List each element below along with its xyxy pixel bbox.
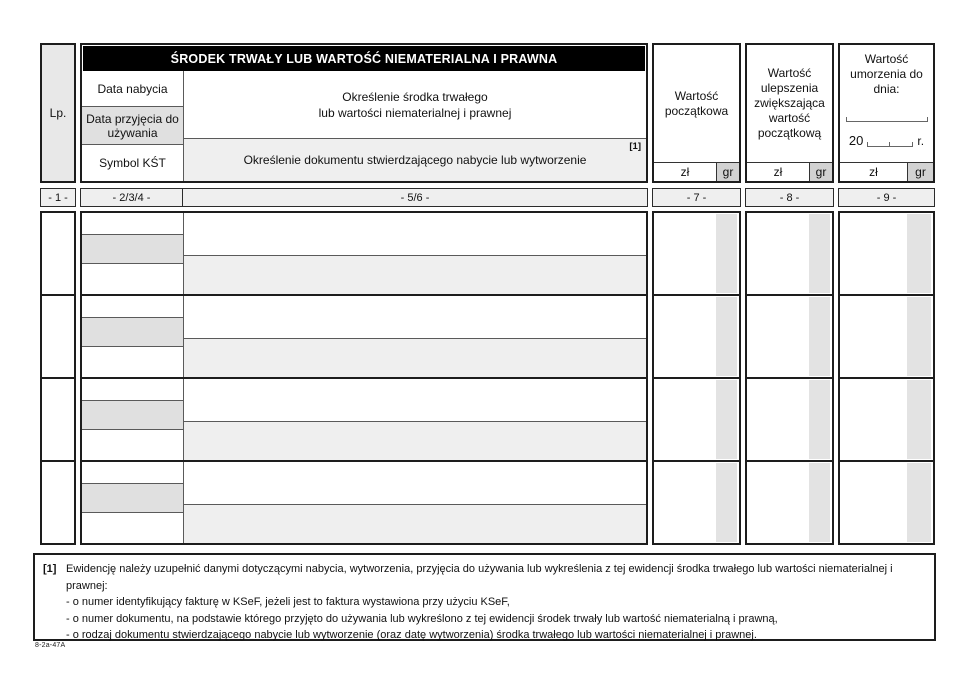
depreciation-date-write-line[interactable] — [846, 117, 928, 122]
initial-value-body-column — [652, 211, 741, 545]
gr-label: gr — [908, 163, 933, 181]
depreciation-value-body-column — [838, 211, 935, 545]
okreslenie-dokumentu-cell[interactable] — [184, 256, 646, 294]
data-nabycia-cell[interactable] — [82, 213, 183, 235]
data-przyjecia-cell[interactable] — [82, 484, 183, 513]
wartosc-ulepszenia-cell[interactable] — [747, 460, 832, 543]
asset-description-line1: Określenie środka trwałego — [342, 89, 488, 104]
gr-subcolumn — [907, 380, 931, 459]
data-nabycia-cell[interactable] — [82, 296, 183, 318]
improvement-value-label: Wartość ulepszenia zwiększająca wartość początkową — [754, 66, 825, 140]
footnote-text — [66, 561, 924, 641]
gr-label: gr — [810, 163, 832, 181]
year-suffix: r. — [917, 134, 925, 148]
footnote-box — [33, 553, 936, 641]
lp-input-cell[interactable] — [42, 213, 74, 294]
data-nabycia-cell[interactable] — [82, 379, 183, 401]
col-number-main — [80, 188, 648, 207]
wartosc-ulepszenia-cell[interactable] — [747, 377, 832, 460]
okreslenie-dokumentu-cell[interactable] — [184, 422, 646, 460]
col-number-7: - 7 - — [652, 188, 741, 207]
improvement-value-body-column — [745, 211, 834, 545]
wartosc-poczatkowa-cell[interactable] — [654, 377, 739, 460]
initial-value-currency-row — [654, 162, 739, 181]
zl-label: zł — [747, 163, 810, 181]
lp-body-column — [40, 211, 76, 545]
asset-row-group — [82, 460, 646, 543]
gr-subcolumn — [716, 297, 737, 376]
gr-subcolumn — [907, 463, 931, 542]
gr-label: gr — [717, 163, 739, 181]
depreciation-value-header — [838, 43, 935, 183]
lp-input-cell[interactable] — [42, 377, 74, 460]
gr-subcolumn — [907, 214, 931, 293]
wartosc-ulepszenia-cell[interactable] — [747, 294, 832, 377]
depreciation-year-row — [849, 134, 924, 147]
zl-label: zł — [654, 163, 717, 181]
year-write-line[interactable] — [867, 142, 913, 147]
gr-subcolumn — [809, 297, 830, 376]
footnote-item: - o rodzaj dokumentu stwierdzającego nabycie lub wytworzenie (oraz datę wytworzenia) środka trwałego lub wartości niematerialnej i prawnej. — [66, 629, 757, 641]
wartosc-poczatkowa-cell[interactable] — [654, 213, 739, 294]
main-body-column — [80, 211, 648, 545]
depreciation-value-label: Wartość umorzenia do dnia: — [850, 52, 923, 96]
okreslenie-srodka-cell[interactable] — [184, 379, 646, 422]
asset-row-group — [82, 294, 646, 377]
initial-value-header — [652, 43, 741, 183]
okreslenie-srodka-cell[interactable] — [184, 296, 646, 339]
gr-subcolumn — [809, 463, 830, 542]
col-number-2-3-4: - 2/3/4 - — [81, 189, 183, 206]
okreslenie-dokumentu-cell[interactable] — [184, 505, 646, 543]
col-number-8: - 8 - — [745, 188, 834, 207]
col-number-9: - 9 - — [838, 188, 935, 207]
wartosc-poczatkowa-cell[interactable] — [654, 460, 739, 543]
symbol-kst-cell[interactable] — [82, 513, 183, 543]
okreslenie-dokumentu-cell[interactable] — [184, 339, 646, 377]
wartosc-umorzenia-cell[interactable] — [840, 460, 933, 543]
data-przyjecia-cell[interactable] — [82, 235, 183, 264]
lp-column-header — [40, 43, 76, 183]
date-subheaders — [82, 71, 184, 181]
data-przyjecia-cell[interactable] — [82, 401, 183, 430]
footnote-intro: Ewidencję należy uzupełnić danymi dotyczącymi nabycia, wytworzenia, przyjęcia do używania lub wykreślenia z tej ewidencji środka trwałego lub wartości niematerialnej i prawnej: — [66, 563, 893, 592]
okreslenie-srodka-cell[interactable] — [184, 213, 646, 256]
footnote-ref-superscript: [1] — [629, 141, 641, 152]
zl-label: zł — [840, 163, 908, 181]
wartosc-ulepszenia-cell[interactable] — [747, 213, 832, 294]
data-przyjecia-cell[interactable] — [82, 318, 183, 347]
lp-input-cell[interactable] — [42, 460, 74, 543]
initial-value-label: Wartość początkowa — [664, 88, 729, 118]
gr-subcolumn — [716, 380, 737, 459]
form-title: ŚRODEK TRWAŁY LUB WARTOŚĆ NIEMATERIALNA I PRAWNA — [170, 51, 558, 66]
year-prefix: 20 — [848, 133, 864, 148]
document-description-header — [184, 139, 646, 181]
gr-subcolumn — [809, 380, 830, 459]
wartosc-umorzenia-cell[interactable] — [840, 377, 933, 460]
footnote-item: - o numer identyfikujący fakturę w KSeF, jeżeli jest to faktura wystawiona przy użyciu KSeF, — [66, 596, 510, 608]
footnote-item: - o numer dokumentu, na podstawie którego przyjęto do używania lub wykreślono z tej ewidencji środek trwały lub wartość niematerialną i prawną, — [66, 612, 778, 625]
symbol-kst-cell[interactable] — [82, 347, 183, 377]
asset-description-header — [184, 71, 646, 139]
wartosc-poczatkowa-cell[interactable] — [654, 294, 739, 377]
gr-subcolumn — [907, 297, 931, 376]
gr-subcolumn — [716, 214, 737, 293]
gr-subcolumn — [716, 463, 737, 542]
improvement-value-currency-row — [747, 162, 832, 181]
asset-description-line2: lub wartości niematerialnej i prawnej — [318, 105, 512, 120]
wartosc-umorzenia-cell[interactable] — [840, 213, 933, 294]
improvement-value-header — [745, 43, 834, 183]
document-description-label: Określenie dokumentu stwierdzającego nabycie lub wytworzenie — [243, 153, 587, 167]
form-title-bar — [83, 46, 645, 71]
kst-symbol-label: Symbol KŚT — [99, 156, 166, 170]
main-column-header — [80, 43, 648, 183]
description-subheaders — [184, 71, 646, 181]
symbol-kst-cell[interactable] — [82, 264, 183, 294]
gr-subcolumn — [809, 214, 830, 293]
col-number-5-6: - 5/6 - — [400, 191, 430, 204]
footnote-ref: [1] — [43, 563, 57, 575]
lp-input-cell[interactable] — [42, 294, 74, 377]
lp-label: Lp. — [49, 106, 67, 120]
wartosc-umorzenia-cell[interactable] — [840, 294, 933, 377]
date-acquisition-label: Data nabycia — [82, 71, 183, 107]
okreslenie-srodka-cell[interactable] — [184, 462, 646, 505]
col-number-1: - 1 - — [40, 188, 76, 207]
depreciation-value-currency-row — [840, 162, 933, 181]
asset-row-group — [82, 213, 646, 294]
data-nabycia-cell[interactable] — [82, 462, 183, 484]
date-commissioning-label: Data przyjęcia do używania — [82, 107, 183, 145]
symbol-kst-cell[interactable] — [82, 430, 183, 460]
form-code: 8-2a-47A — [35, 642, 66, 649]
asset-row-group — [82, 377, 646, 460]
